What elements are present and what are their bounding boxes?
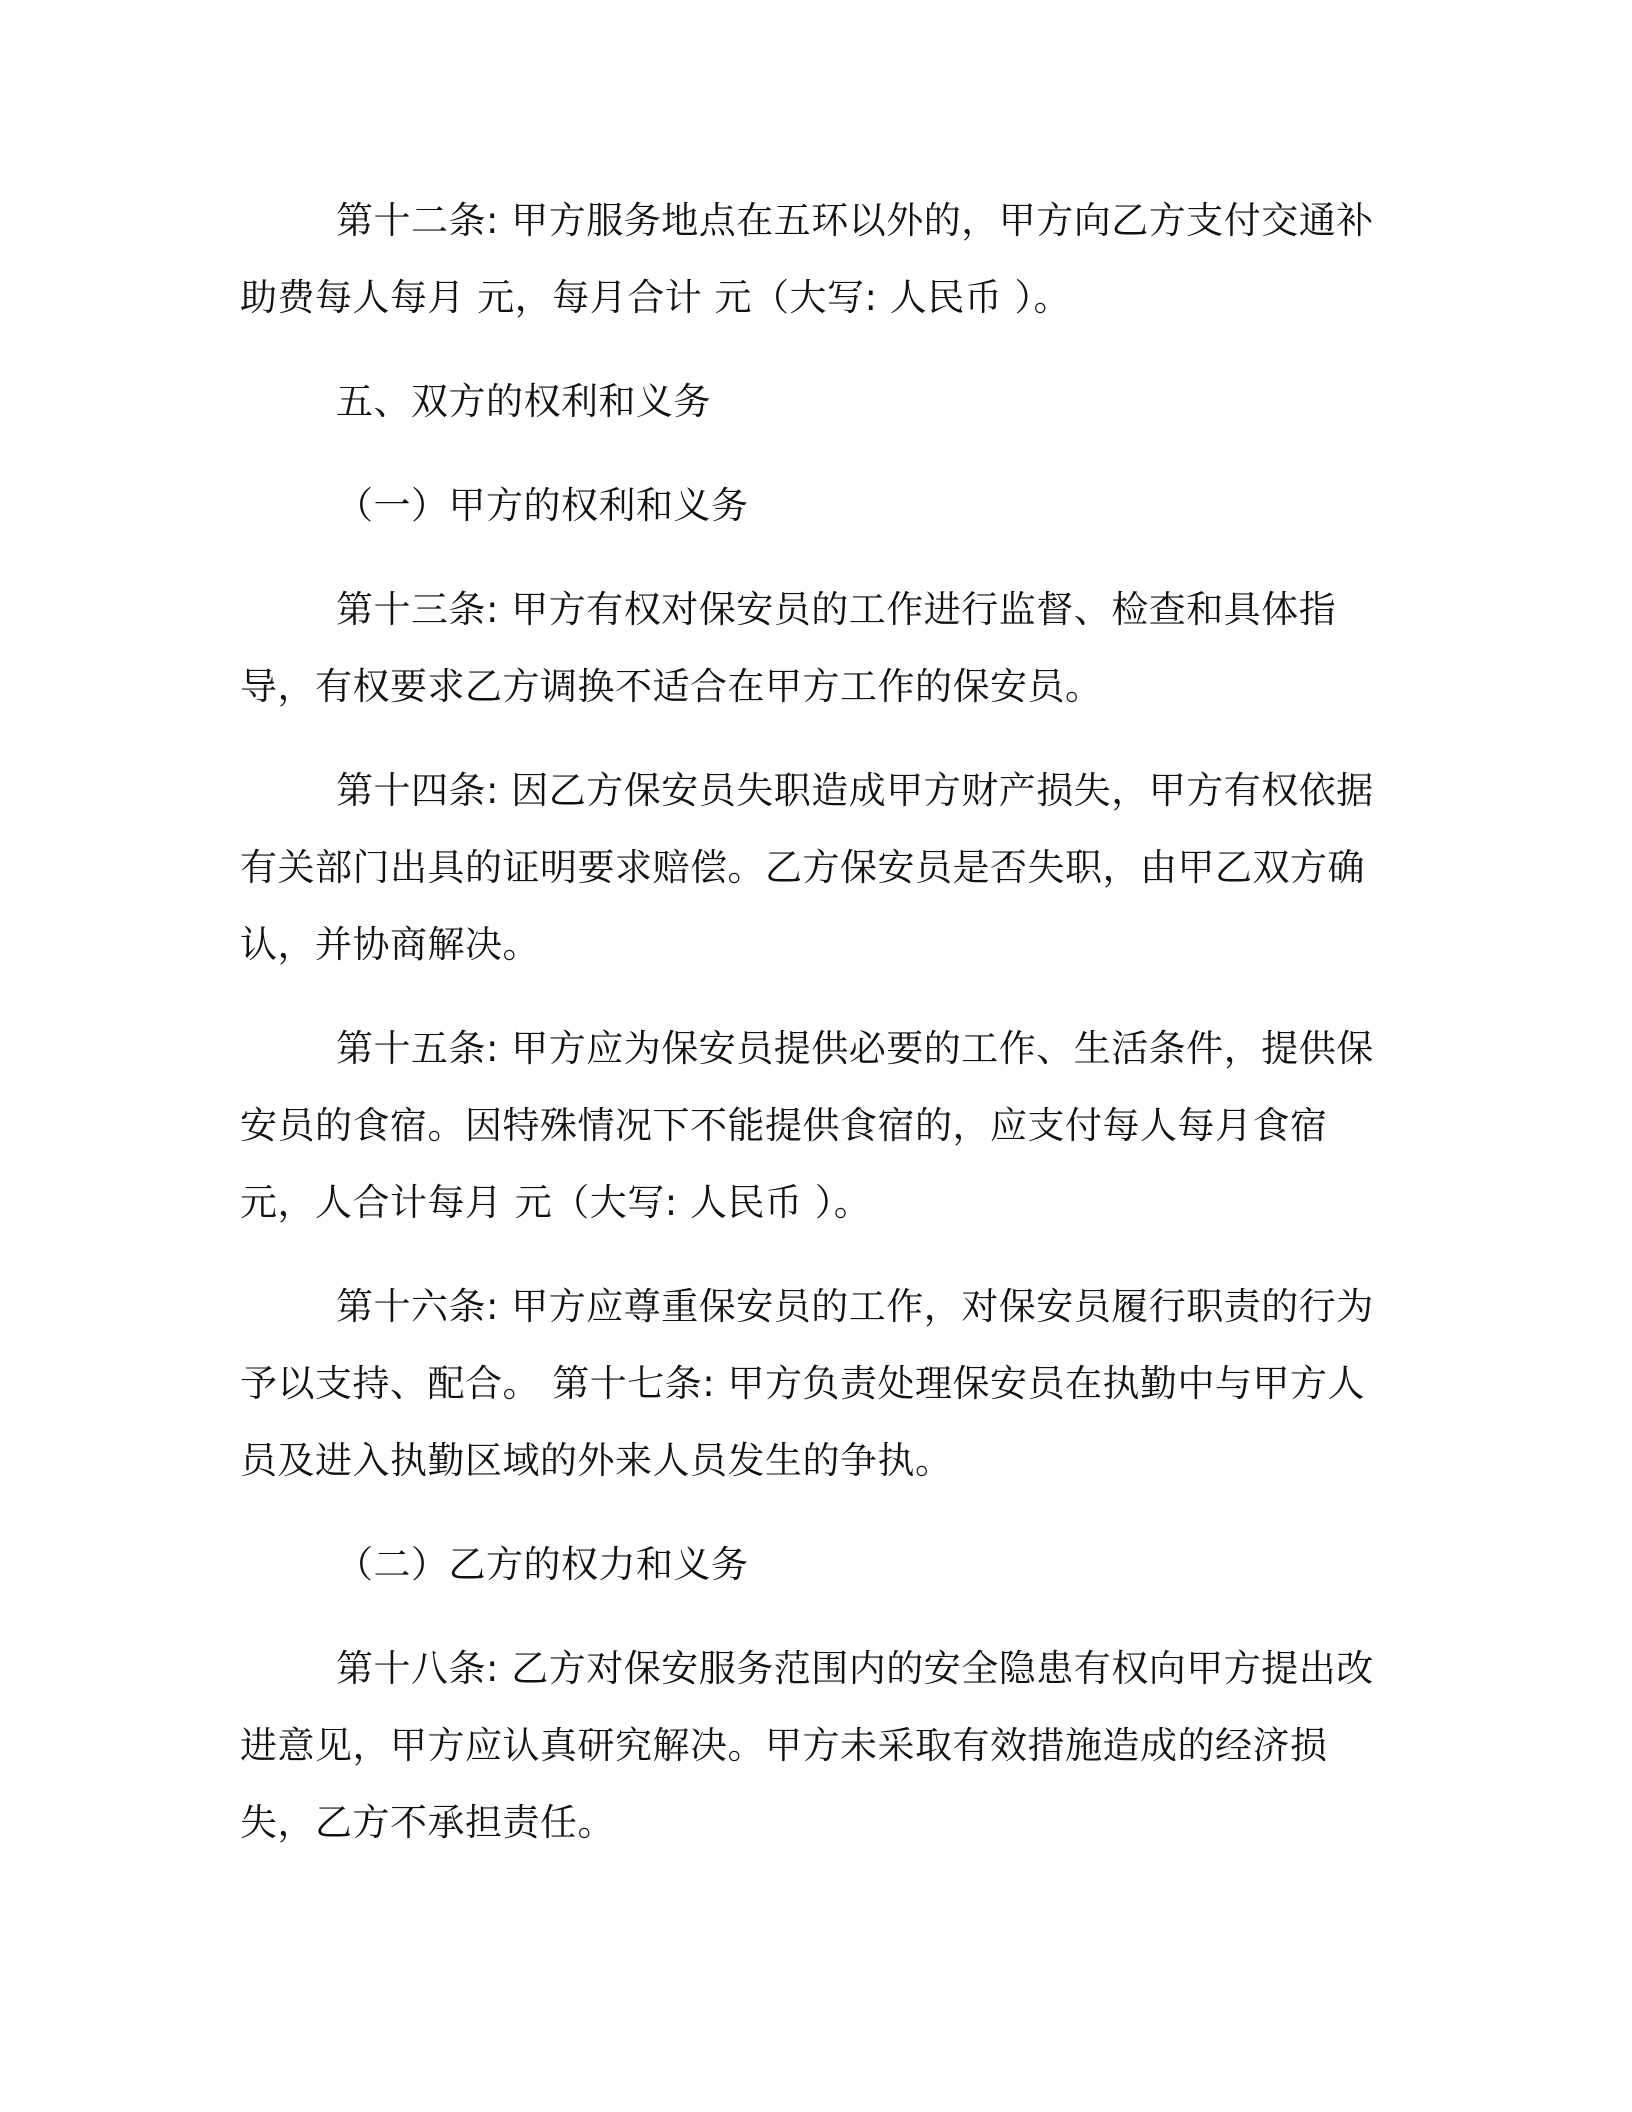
article-15-paragraph: 第十五条: 甲方应为保安员提供必要的工作、生活条件，提供保安员的食宿。因特殊情况下不能提供食宿的，应支付每人每月食宿 元，人合计每月 元（大写: 人民币 ）。 xyxy=(240,1027,1374,1224)
section-5-heading: 五、双方的权利和义务 xyxy=(336,380,711,423)
subsection-1-heading: （一）甲方的权利和义务 xyxy=(336,484,749,527)
document-body xyxy=(240,182,1400,1861)
article-14-paragraph: 第十四条: 因乙方保安员失职造成甲方财产损失，甲方有权依据有关部门出具的证明要求赔偿。乙方保安员是否失职，由甲乙双方确认，并协商解决。 xyxy=(240,769,1374,966)
article-13-paragraph: 第十三条: 甲方有权对保安员的工作进行监督、检查和具体指导，有权要求乙方调换不适合在甲方工作的保安员。 xyxy=(240,588,1337,708)
article-12-paragraph: 第十二条: 甲方服务地点在五环以外的，甲方向乙方支付交通补助费每人每月 元，每月合计 元（大写: 人民币 ）。 xyxy=(240,199,1374,319)
article-16-17-paragraph: 第十六条: 甲方应尊重保安员的工作，对保安员履行职责的行为予以支持、配合。 第十七条: 甲方负责处理保安员在执勤中与甲方人员及进入执勤区域的外来人员发生的争执。 xyxy=(240,1285,1374,1482)
subsection-2-heading: （二）乙方的权力和义务 xyxy=(336,1543,749,1586)
article-18-paragraph: 第十八条: 乙方对保安服务范围内的安全隐患有权向甲方提出改进意见，甲方应认真研究解决。甲方未采取有效措施造成的经济损失，乙方不承担责任。 xyxy=(240,1647,1374,1844)
